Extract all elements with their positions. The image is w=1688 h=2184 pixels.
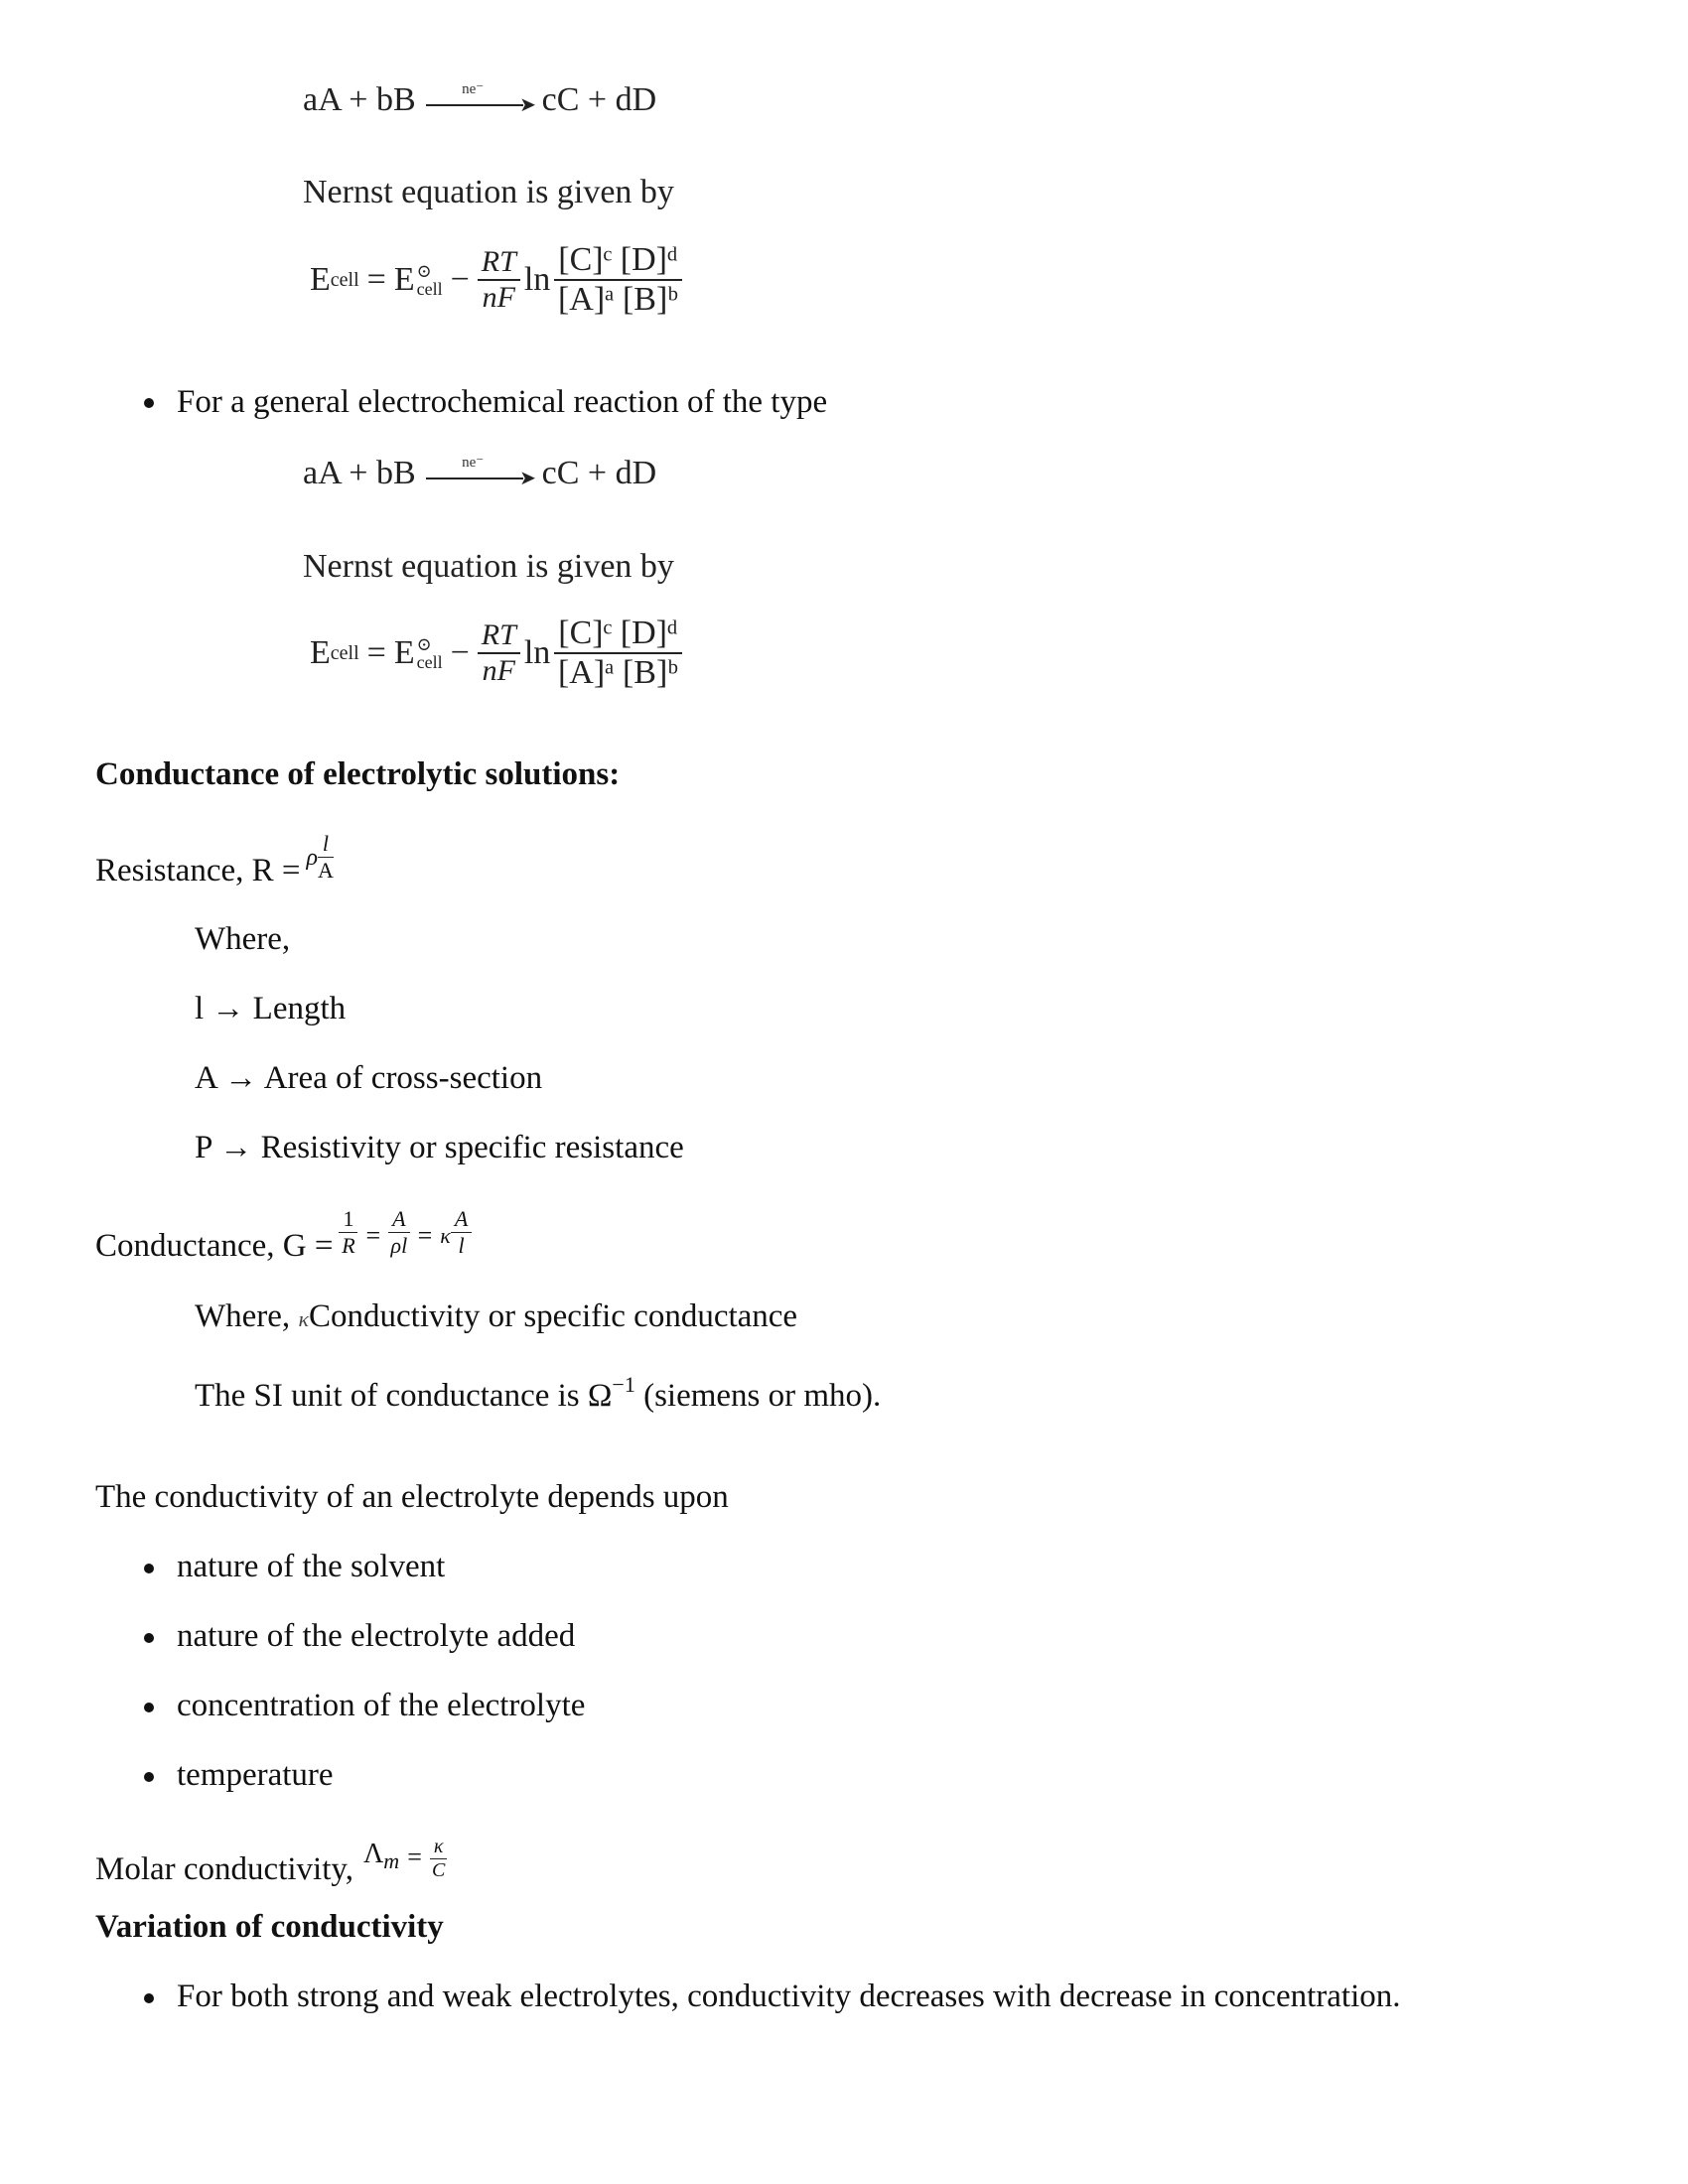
kappa-symbol: κ <box>440 1223 451 1248</box>
lambda-symbol: Λ <box>362 1839 384 1869</box>
denominator-l: l <box>458 1233 465 1258</box>
equals-sign: = <box>366 634 386 671</box>
reaction-rhs: cC + dD <box>541 455 657 491</box>
numerator-a: A <box>451 1206 472 1233</box>
bullet-dot <box>144 1993 154 2003</box>
reaction-equation-1 <box>303 81 656 119</box>
kappa-symbol: κ <box>298 1306 309 1331</box>
standard-symbol: ⊙ <box>416 634 432 654</box>
numerator-a: A <box>388 1206 409 1233</box>
standard-symbol: ⊙ <box>416 261 432 281</box>
equals-sign: = <box>366 261 386 298</box>
rt-over-nf <box>478 245 520 315</box>
nernst-intro-2: Nernst equation is given by <box>303 548 674 585</box>
reaction-lhs: aA + bB <box>303 455 416 491</box>
a-over-l <box>451 1206 472 1259</box>
bullet-general-reaction: For a general electrochemical reaction of the type <box>177 384 828 420</box>
cell-subscript: cell <box>416 279 443 299</box>
e-symbol: E <box>310 634 331 671</box>
reaction-arrow-icon: ne⁻ ➤ <box>424 461 533 490</box>
depends-item: nature of the solvent <box>177 1549 446 1584</box>
reaction-rhs: cC + dD <box>541 81 657 118</box>
equals-sign: = <box>365 1221 381 1250</box>
bullet-dot <box>144 398 154 408</box>
products-numerator: [C]ᶜ [D]ᵈ <box>554 241 681 281</box>
rt-over-nf <box>478 618 520 688</box>
heading-variation: Variation of conductivity <box>95 1909 444 1945</box>
numerator-kappa: κ <box>430 1836 448 1859</box>
nernst-equation-1 <box>310 220 682 340</box>
definition-length: l → Length <box>195 991 347 1026</box>
si-unit-exponent: −1 <box>612 1372 635 1397</box>
concentration-ratio <box>554 614 681 692</box>
denominator-c: C <box>431 1859 446 1881</box>
arrow-label: ne⁻ <box>462 81 485 98</box>
si-unit-text: The SI unit of conductance is Ω <box>195 1378 613 1414</box>
reactants-denominator: [A]ᵃ [B]ᵇ <box>557 281 678 318</box>
rt-numerator: RT <box>478 245 520 281</box>
denominator-a: A <box>318 858 334 883</box>
heading-conductance: Conductance of electrolytic solutions: <box>95 756 621 792</box>
reaction-arrow-icon: ne⁻ ➤ <box>424 87 533 117</box>
bullet-dot <box>144 1564 154 1573</box>
numerator-l: l <box>318 831 334 858</box>
resistance-label: Resistance, R = <box>95 853 301 888</box>
nf-denominator: nF <box>482 281 515 314</box>
reaction-equation-2 <box>303 455 656 492</box>
denominator-rho-l: ρl <box>390 1233 408 1258</box>
conductance-label: Conductance, G = <box>95 1228 334 1264</box>
a-over-rho-l <box>388 1206 409 1259</box>
ln-symbol: ln <box>523 261 551 298</box>
l-over-a <box>318 831 334 884</box>
one-over-r <box>339 1206 357 1259</box>
bullet-variation: For both strong and weak electrolytes, conductivity decreases with decrease in concentration. <box>177 1979 1401 2014</box>
reaction-lhs: aA + bB <box>303 81 416 118</box>
reactants-denominator: [A]ᵃ [B]ᵇ <box>557 654 678 691</box>
bullet-dot <box>144 1633 154 1643</box>
depends-intro: The conductivity of an electrolyte depends upon <box>95 1479 729 1515</box>
bullet-dot <box>144 1772 154 1782</box>
arrow-label: ne⁻ <box>462 455 485 472</box>
depends-item: concentration of the electrolyte <box>177 1688 586 1723</box>
minus-sign: − <box>450 261 470 298</box>
m-subscript: m <box>383 1848 400 1873</box>
products-numerator: [C]ᶜ [D]ᵈ <box>554 614 681 654</box>
e-symbol: E <box>310 261 331 298</box>
nernst-intro-1: Nernst equation is given by <box>303 174 674 210</box>
equals-sign: = <box>407 1843 422 1871</box>
rho-symbol: ρ <box>306 845 319 871</box>
depends-item: temperature <box>177 1757 334 1793</box>
nernst-equation-2 <box>310 594 682 713</box>
e-symbol: E <box>393 634 415 671</box>
si-unit-line <box>195 1372 881 1415</box>
depends-item: nature of the electrolyte added <box>177 1618 576 1654</box>
concentration-ratio <box>554 241 681 319</box>
ln-symbol: ln <box>523 634 551 671</box>
e-symbol: E <box>393 261 415 298</box>
where-label-2: Where, <box>195 1298 291 1334</box>
definition-area: A → Area of cross-section <box>195 1060 543 1096</box>
cell-subscript: cell <box>416 652 443 672</box>
kappa-over-c <box>430 1836 448 1882</box>
conductance-formula <box>95 1191 472 1265</box>
where-kappa-definition <box>195 1298 797 1335</box>
bullet-dot <box>144 1703 154 1712</box>
resistance-formula <box>95 820 334 889</box>
numerator-1: 1 <box>339 1206 357 1233</box>
cell-subscript: cell <box>330 641 359 664</box>
equals-sign: = <box>417 1221 433 1250</box>
kappa-definition-text: Conductivity or specific conductance <box>309 1298 798 1334</box>
nf-denominator: nF <box>482 654 515 687</box>
definition-resistivity: P → Resistivity or specific resistance <box>195 1130 684 1165</box>
molar-label: Molar conductivity, <box>95 1851 353 1887</box>
molar-conductivity-formula <box>95 1817 447 1888</box>
minus-sign: − <box>450 634 470 671</box>
cell-subscript: cell <box>330 268 359 291</box>
rt-numerator: RT <box>478 618 520 654</box>
si-unit-names: (siemens or mho). <box>634 1378 882 1414</box>
denominator-r: R <box>342 1233 355 1258</box>
where-label-1: Where, <box>195 921 291 957</box>
